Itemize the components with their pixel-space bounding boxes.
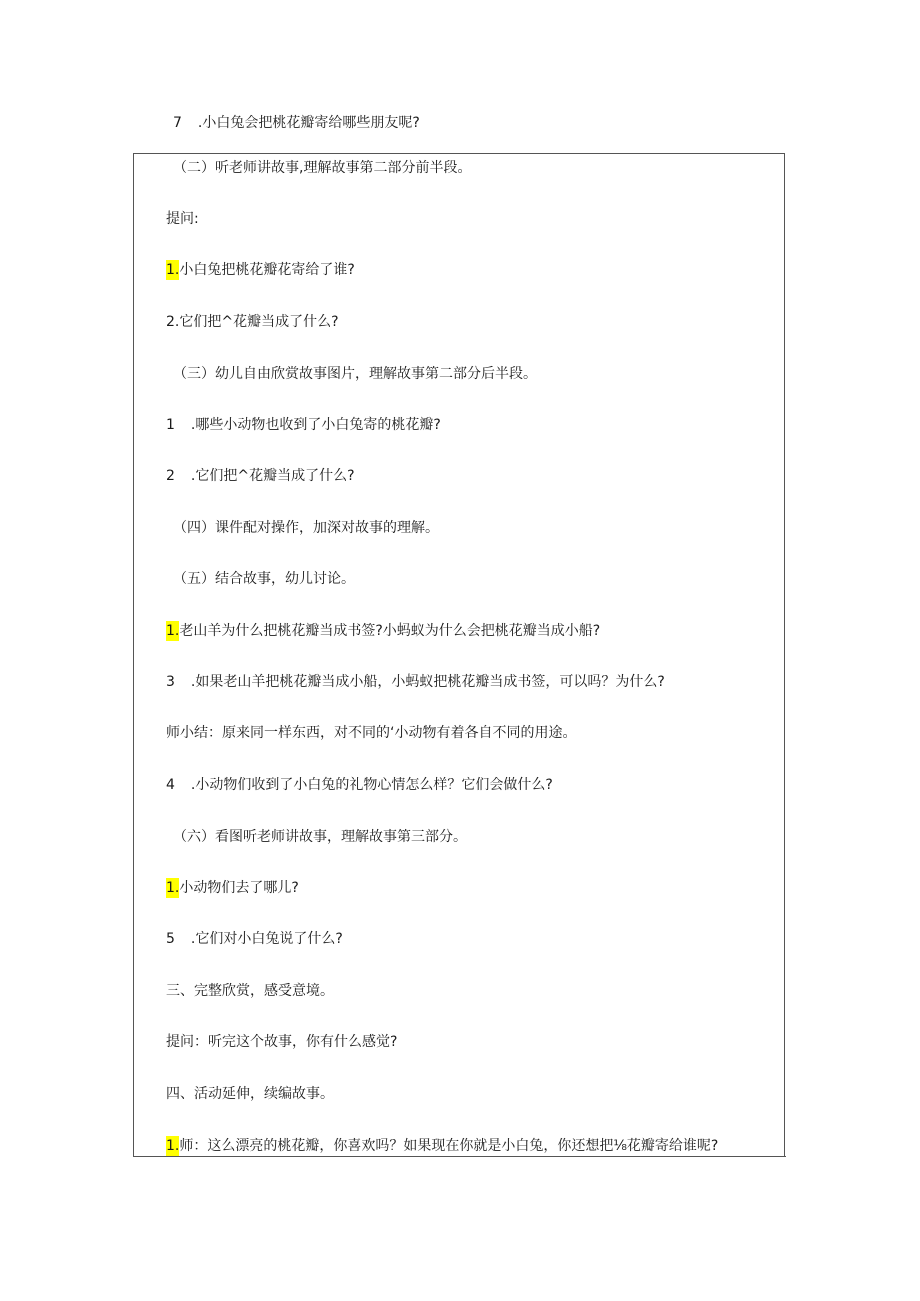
list-number-highlight: 1. (166, 1138, 180, 1154)
section-heading: 三、完整欣赏，感受意境。 (166, 983, 334, 999)
question-label: 提问: (166, 211, 199, 227)
list-item: 5 .它们对小白兔说了什么? (166, 931, 343, 947)
content-table-cell (133, 153, 785, 1156)
list-number-highlight: 1. (166, 623, 180, 639)
list-number-highlight: 1. (166, 262, 180, 278)
list-item: 1.老山羊为什么把桃花瓣当成书签?小蚂蚁为什么会把桃花瓣当成小船? (166, 623, 601, 639)
list-number: 7 (173, 115, 182, 131)
section-heading: （四）课件配对操作，加深对故事的理解。 (173, 520, 439, 536)
section-heading: （六）看图听老师讲故事，理解故事第三部分。 (173, 829, 467, 845)
list-item: 1.师：这么漂亮的桃花瓣，你喜欢吗？如果现在你就是小白兔，你还想把⅛花瓣寄给谁呢? (166, 1138, 719, 1154)
list-item: 1.小白兔把桃花瓣花寄给了谁? (166, 262, 355, 278)
pre-item-7 (173, 113, 420, 133)
section-heading: （二）听老师讲故事,理解故事第二部分前半段。 (173, 160, 472, 176)
list-number-highlight: 1. (166, 880, 180, 896)
table-border-bottom (133, 1156, 786, 1157)
list-item: 1 .哪些小动物也收到了小白兔寄的桃花瓣? (166, 417, 441, 433)
section-heading: （五）结合故事，幼儿讨论。 (173, 571, 355, 587)
section-heading: （三）幼儿自由欣赏故事图片，理解故事第二部分后半段。 (173, 366, 537, 382)
question-line: 提问：听完这个故事，你有什么感觉? (166, 1034, 398, 1050)
list-item: 2.它们把^花瓣当成了什么? (166, 314, 339, 330)
list-item: 3 .如果老山羊把桃花瓣当成小船，小蚂蚁把桃花瓣当成书签，可以吗？为什么? (166, 674, 665, 690)
list-text: .小白兔会把桃花瓣寄给哪些朋友呢? (197, 115, 420, 131)
list-item: 4 .小动物们收到了小白兔的礼物心情怎么样？它们会做什么? (166, 777, 553, 793)
section-heading: 四、活动延伸，续编故事。 (166, 1086, 334, 1102)
teacher-summary: 师小结：原来同一样东西，对不同的‘小动物有着各自不同的用途。 (166, 725, 577, 741)
list-item: 2 .它们把^花瓣当成了什么? (166, 468, 355, 484)
list-item: 1.小动物们去了哪儿? (166, 880, 299, 896)
